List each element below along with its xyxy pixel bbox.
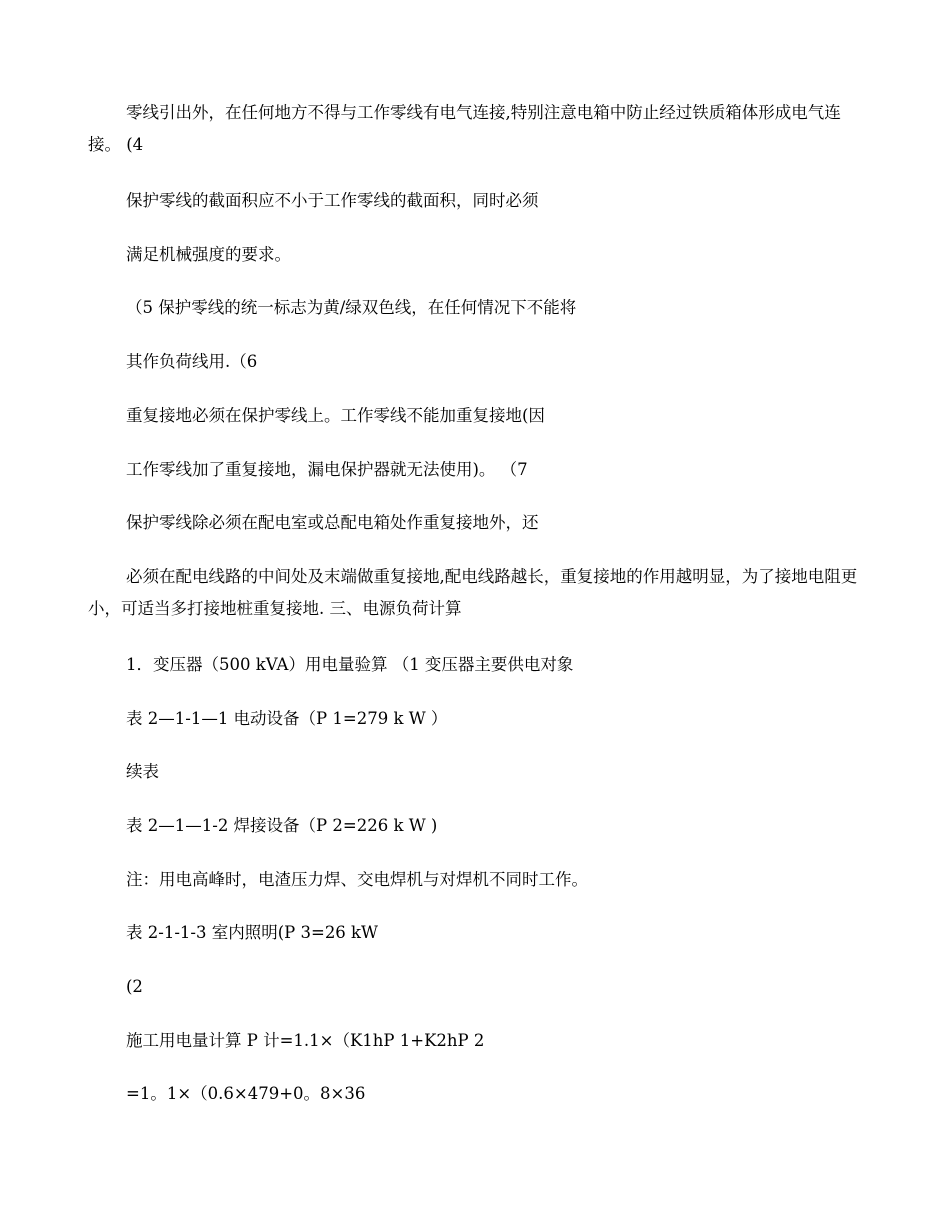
paragraph-8: 保护零线除必须在配电室或总配电箱处作重复接地外，还 <box>126 513 539 532</box>
paragraph-16: (2 <box>126 977 143 996</box>
paragraph-4: （5 保护零线的统一标志为黄/绿双色线，在任何情况下不能将 <box>126 298 577 317</box>
paragraph-11: 表 2—1-1—1 电动设备（P 1=279 k W ） <box>126 709 448 728</box>
paragraph-12: 续表 <box>126 762 159 781</box>
paragraph-1: 零线引出外，在任何地方不得与工作零线有电气连接,特别注意电箱中防止经过铁质箱体形成电气连接。 (4 <box>88 103 841 154</box>
paragraph-2: 保护零线的截面积应不小于工作零线的截面积，同时必须 <box>126 191 539 210</box>
paragraph-18: =1。1×（0.6×479+0。8×36 <box>126 1084 366 1103</box>
paragraph-3: 满足机械强度的要求。 <box>126 245 291 264</box>
paragraph-14: 注：用电高峰时，电渣压力焊、交电焊机与对焊机不同时工作。 <box>126 870 588 889</box>
paragraph-7: 工作零线加了重复接地，漏电保护器就无法使用)。 （7 <box>126 460 528 479</box>
paragraph-15: 表 2-1-1-3 室内照明(P 3=26 kW <box>126 923 379 942</box>
paragraph-13: 表 2—1—1-2 焊接设备（P 2=226 k W ) <box>126 816 438 835</box>
paragraph-6: 重复接地必须在保护零线上。工作零线不能加重复接地(因 <box>126 406 545 425</box>
paragraph-10: 1．变压器（500 kVA）用电量验算 （1 变压器主要供电对象 <box>126 655 574 674</box>
paragraph-17: 施工用电量计算 P 计=1.1×（K1hP 1+K2hP 2 <box>126 1031 485 1050</box>
paragraph-5: 其作负荷线用.（6 <box>126 352 258 371</box>
paragraph-9: 必须在配电线路的中间处及末端做重复接地,配电线路越长，重复接地的作用越明显，为了接地电阻更小，可适当多打接地桩重复接地. 三、电源负荷计算 <box>88 567 858 618</box>
